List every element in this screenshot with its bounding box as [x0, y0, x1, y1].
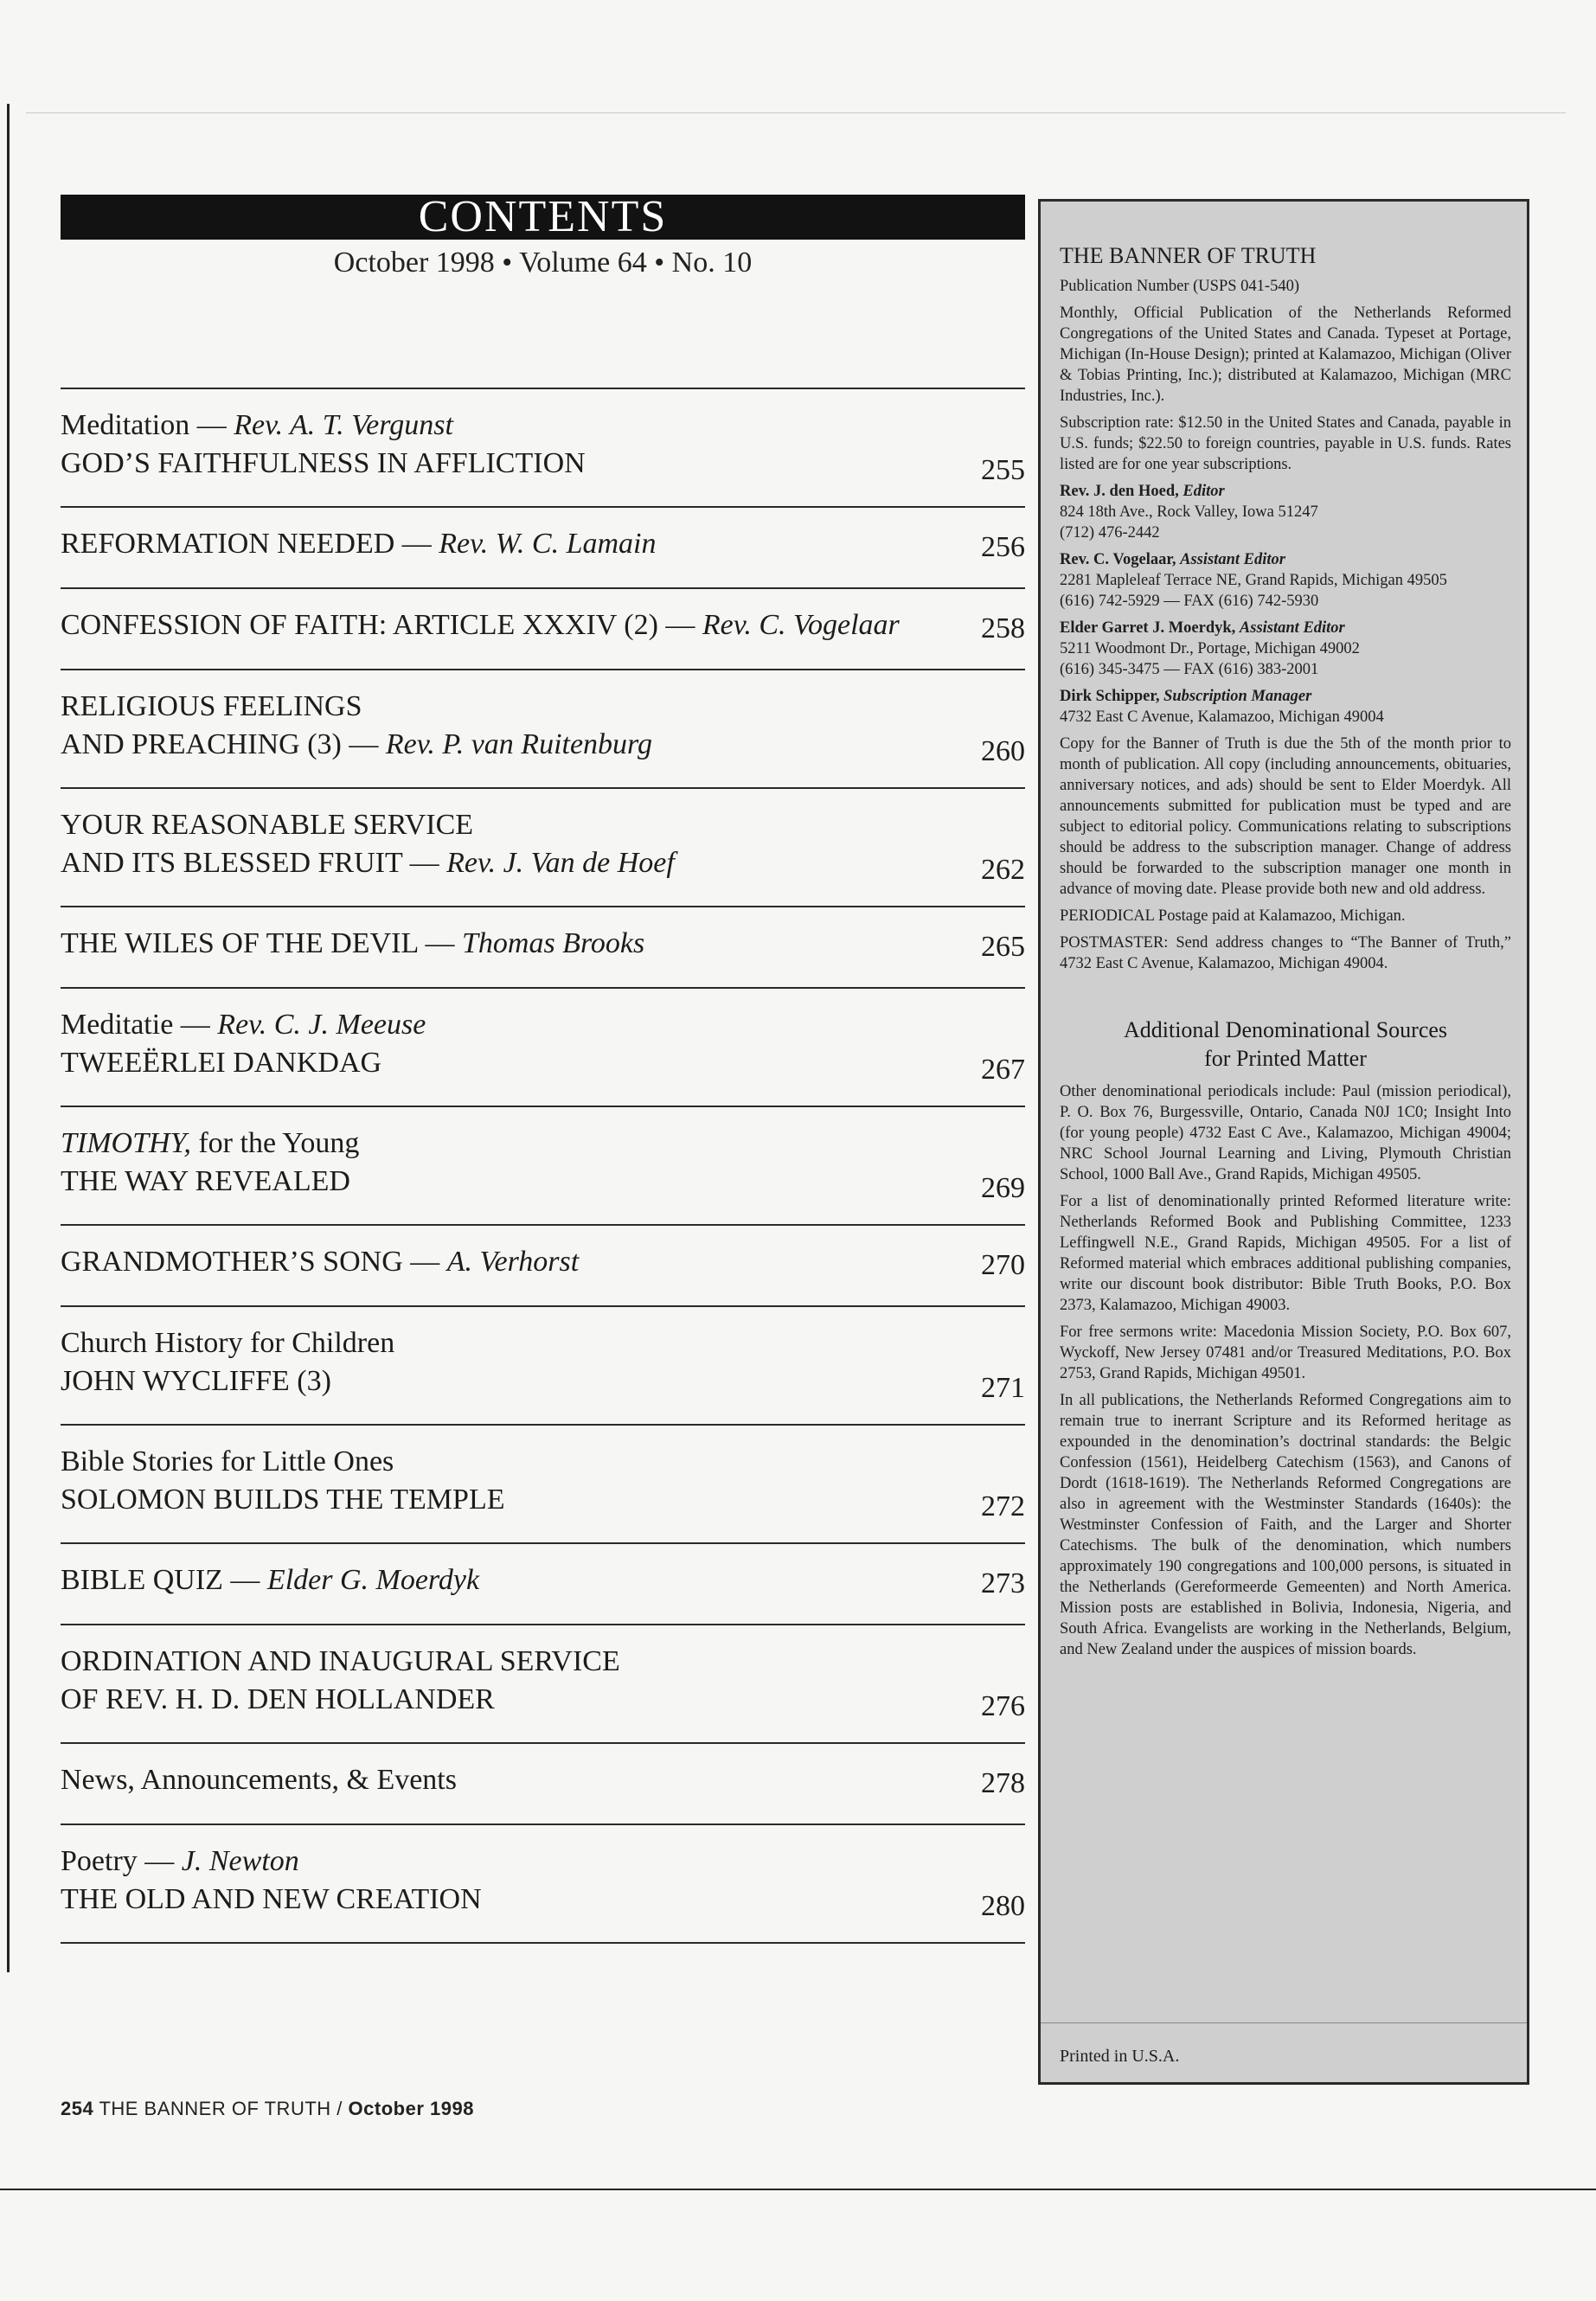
footer-publication: THE BANNER OF TRUTH	[99, 2098, 331, 2119]
sources-heading: Additional Denominational Sources for Printed Matter	[1123, 1017, 1448, 1071]
toc-text: THE WAY REVEALED	[61, 1165, 350, 1197]
toc-entry-line	[61, 688, 1025, 726]
toc-entry[interactable]	[61, 1107, 1025, 1224]
toc-italic-text: Rev. J. Van de Hoef	[446, 847, 675, 879]
toc-italic-text: Thomas Brooks	[461, 927, 645, 959]
toc-page-number: 267	[981, 1054, 1025, 1086]
staff-entry	[1060, 686, 1511, 727]
literature-notice: For a list of denominationally printed Reformed literature write: Netherlands Reformed Book and Publishing Committee, 1233 Leffingwell N.E., Grand Rapids, Michigan 49505. For a list of Reformed material which embraces additional publishing companies, write our discount book distributor: Bible Truth Books, P.O. Box 2373, Kalamazoo, Michigan 49003.	[1060, 1193, 1511, 1314]
toc-italic-text: Rev. W. C. Lamain	[439, 528, 657, 560]
toc-page-number: 280	[981, 1890, 1025, 1922]
toc-italic-text: Rev. A. T. Vergunst	[234, 409, 453, 441]
toc-entry[interactable]	[61, 1744, 1025, 1823]
toc-entry[interactable]	[61, 989, 1025, 1106]
page-footer	[61, 2098, 474, 2120]
toc-page-number: 260	[981, 735, 1025, 767]
toc-entry-title	[61, 1881, 1025, 1919]
toc-text: JOHN WYCLIFFE (3)	[61, 1365, 331, 1397]
staff-role: Assistant Editor	[1180, 551, 1285, 568]
toc-entry-title	[61, 1362, 1025, 1400]
toc-page-number: 255	[981, 454, 1025, 486]
toc-italic-text: Rev. C. Vogelaar	[702, 609, 900, 641]
staff-role: Assistant Editor	[1239, 619, 1345, 637]
toc-entry[interactable]	[61, 1226, 1025, 1305]
toc-text: Meditatie —	[61, 1009, 218, 1041]
toc-text: ORDINATION AND INAUGURAL SERVICE	[61, 1645, 620, 1677]
toc-entry-line	[61, 1761, 1025, 1799]
staff-address: 4732 East C Avenue, Kalamazoo, Michigan 49004	[1060, 708, 1384, 726]
staff-role: Subscription Manager	[1163, 688, 1312, 705]
toc-text: News, Announcements, & Events	[61, 1764, 457, 1796]
page-number: 254	[61, 2098, 94, 2119]
toc-entry-line	[61, 1843, 1025, 1881]
toc-text: Meditation —	[61, 409, 234, 441]
table-of-contents	[61, 388, 1025, 1944]
staff-entry	[1060, 549, 1511, 612]
toc-entry-line	[61, 1561, 1025, 1599]
toc-italic-text: J. Newton	[181, 1845, 299, 1877]
toc-page-number: 258	[981, 612, 1025, 644]
toc-entry[interactable]	[61, 1625, 1025, 1742]
toc-entry-title	[61, 1481, 1025, 1519]
toc-text: THE WILES OF THE DEVIL —	[61, 927, 462, 959]
toc-entry-line	[61, 925, 1025, 963]
toc-text: RELIGIOUS FEELINGS	[61, 690, 362, 722]
toc-text: REFORMATION NEEDED —	[61, 528, 439, 560]
toc-text: for the Young	[190, 1127, 360, 1159]
page-left-edge	[7, 104, 10, 1972]
toc-entry-title	[61, 726, 1025, 764]
toc-text: OF REV. H. D. DEN HOLLANDER	[61, 1683, 495, 1715]
toc-text: Church History for Children	[61, 1327, 395, 1359]
toc-entry-line	[61, 1243, 1025, 1281]
toc-entry[interactable]	[61, 1825, 1025, 1942]
toc-entry-line	[61, 1125, 1025, 1163]
page-bottom-border	[0, 2189, 1596, 2190]
toc-italic-text: A. Verhorst	[446, 1246, 580, 1278]
toc-text: Bible Stories for Little Ones	[61, 1445, 394, 1477]
heritage-statement: In all publications, the Netherlands Reformed Congregations aim to remain true to inerrant Scripture and its Reformed heritage as expounded in the denomination’s doctrinal standards: the Belgic Confession (1561), Heidelberg Catechism (1563), and Canons of Dordt (1618-1619). The Netherlands Reformed Congregations are also in agreement with the Westminster Standards (1640s): the Westminster Confession of Faith, and the Larger and Shorter Catechisms. The bulk of the denomination, which numbers approximately 190 congregations and 100,000 persons, is situated in the Netherlands (Gereformeerde Gemeenten) and North America. Mission posts are established in Bolivia, Indonesia, Nigeria, and South Africa. Evangelists are working in the Netherlands, Belgium, and New Zealand under the auspices of mission boards.	[1060, 1392, 1511, 1658]
printed-in: Printed in U.S.A.	[1060, 2047, 1180, 2066]
toc-entry[interactable]	[61, 1544, 1025, 1624]
contents-title: CONTENTS	[61, 195, 1025, 240]
footer-separator: /	[337, 2098, 343, 2119]
contents-column	[61, 192, 1025, 1922]
footer-date: October 1998	[348, 2098, 474, 2119]
toc-entry-line	[61, 806, 1025, 844]
masthead-panel	[1038, 199, 1529, 2085]
toc-text: YOUR REASONABLE SERVICE	[61, 809, 474, 841]
staff-address: 824 18th Ave., Rock Valley, Iowa 51247	[1060, 503, 1318, 521]
toc-entry[interactable]	[61, 508, 1025, 587]
staff-address: 2281 Mapleleaf Terrace NE, Grand Rapids, Michigan 49505	[1060, 572, 1447, 589]
periodical-notice: PERIODICAL Postage paid at Kalamazoo, Michigan.	[1060, 907, 1406, 925]
free-sermons-notice: For free sermons write: Macedonia Mission Society, P.O. Box 607, Wyckoff, New Jersey 07481 and/or Treasured Meditations, P.O. Box 2753, Grand Rapids, Michigan 49501.	[1060, 1324, 1511, 1382]
toc-entry[interactable]	[61, 389, 1025, 506]
toc-text: THE OLD AND NEW CREATION	[61, 1883, 482, 1915]
toc-entry-line	[61, 1006, 1025, 1044]
toc-divider	[61, 1942, 1025, 1944]
staff-entry	[1060, 618, 1511, 680]
toc-entry-title	[61, 844, 1025, 882]
toc-entry[interactable]	[61, 907, 1025, 987]
staff-name: Elder Garret J. Moerdyk,	[1060, 619, 1236, 637]
toc-page-number: 272	[981, 1490, 1025, 1522]
toc-entry[interactable]	[61, 670, 1025, 787]
toc-page-number: 256	[981, 531, 1025, 563]
other-periodicals: Other denominational periodicals include: Paul (mission periodical), P. O. Box 76, Burgessville, Ontario, Canada N0J 1C0; Insight Into (for young people) 4732 East C Ave., Kalamazoo, Michigan 49004; NRC School Journal Learning and Living, Plymouth Christian School, 1000 Ball Ave., Grand Rapids, Michigan 49505.	[1060, 1083, 1511, 1183]
printed-divider	[1041, 2022, 1527, 2023]
toc-entry-line	[61, 407, 1025, 445]
toc-text: GRANDMOTHER’S SONG —	[61, 1246, 447, 1278]
toc-text: CONFESSION OF FAITH: ARTICLE XXXIV (2) —	[61, 609, 702, 641]
toc-entry-line	[61, 1324, 1025, 1362]
toc-italic-text: TIMOTHY,	[61, 1127, 191, 1159]
toc-entry-line	[61, 525, 1025, 563]
staff-phone: (712) 476-2442	[1060, 524, 1160, 542]
toc-entry-title	[61, 1163, 1025, 1201]
toc-page-number: 270	[981, 1249, 1025, 1281]
toc-page-number: 269	[981, 1172, 1025, 1204]
toc-entry[interactable]	[61, 589, 1025, 669]
toc-italic-text: Rev. P. van Ruitenburg	[385, 728, 653, 760]
toc-entry-line	[61, 1443, 1025, 1481]
staff-phone: (616) 742-5929 — FAX (616) 742-5930	[1060, 593, 1319, 610]
toc-text: BIBLE QUIZ —	[61, 1564, 267, 1596]
issue-line: October 1998 • Volume 64 • No. 10	[333, 247, 753, 279]
toc-text: TWEEËRLEI DANKDAG	[61, 1047, 382, 1079]
toc-entry[interactable]	[61, 1307, 1025, 1424]
toc-text: GOD’S FAITHFULNESS IN AFFLICTION	[61, 447, 586, 479]
staff-entry	[1060, 481, 1511, 543]
toc-page-number: 271	[981, 1372, 1025, 1404]
toc-entry-title	[61, 1044, 1025, 1082]
staff-role: Editor	[1183, 483, 1225, 500]
toc-text: AND ITS BLESSED FRUIT —	[61, 847, 447, 879]
toc-page-number: 265	[981, 931, 1025, 963]
toc-text: AND PREACHING (3) —	[61, 728, 386, 760]
publication-description: Monthly, Official Publication of the Netherlands Reformed Congregations of the United States and Canada. Typeset at Portage, Michigan (In-House Design); printed at Kalamazoo, Michigan (Oliver & Tobias Printing, Inc.); distributed at Kalamazoo, Michigan (MRC Industries, Inc.).	[1060, 304, 1511, 405]
toc-page-number: 262	[981, 854, 1025, 886]
subscription-rate: Subscription rate: $12.50 in the United States and Canada, payable in U.S. funds; $22.50 to foreign countries, payable in U.S. funds. Rates listed are for one year subscriptions.	[1060, 414, 1511, 473]
toc-text: Poetry —	[61, 1845, 182, 1877]
copy-notice: Copy for the Banner of Truth is due the 5th of the month prior to month of publication. All copy (including announcements, obituaries, anniversary notices, and ads) should be sent to Elder Moerdyk. All announcements submitted for publication must be typed and are subject to editorial policy. Communications relating to subscriptions should be address to the subscription manager. Change of address should be forwarded to the subscription manager one month in advance of moving date. Please provide both new and old address.	[1060, 735, 1511, 898]
toc-page-number: 278	[981, 1767, 1025, 1799]
toc-entry[interactable]	[61, 1426, 1025, 1542]
publication-number: Publication Number (USPS 041-540)	[1060, 278, 1299, 295]
toc-entry[interactable]	[61, 789, 1025, 906]
masthead-title: THE BANNER OF TRUTH	[1060, 243, 1317, 268]
staff-name: Rev. C. Vogelaar,	[1060, 551, 1176, 568]
toc-text: SOLOMON BUILDS THE TEMPLE	[61, 1484, 505, 1516]
staff-phone: (616) 345-3475 — FAX (616) 383-2001	[1060, 661, 1319, 678]
toc-page-number: 273	[981, 1567, 1025, 1599]
toc-page-number: 276	[981, 1690, 1025, 1722]
toc-entry-title	[61, 1681, 1025, 1719]
toc-entry-title	[61, 445, 1025, 483]
staff-name: Dirk Schipper,	[1060, 688, 1160, 705]
toc-italic-text: Rev. C. J. Meeuse	[217, 1009, 426, 1041]
toc-entry-line	[61, 1643, 1025, 1681]
staff-name: Rev. J. den Hoed,	[1060, 483, 1179, 500]
page-top-border	[26, 112, 1566, 113]
postmaster-notice: POSTMASTER: Send address changes to “The Banner of Truth,” 4732 East C Avenue, Kalamazoo, Michigan 49004.	[1060, 934, 1511, 972]
staff-address: 5211 Woodmont Dr., Portage, Michigan 49002	[1060, 640, 1360, 657]
toc-italic-text: Elder G. Moerdyk	[266, 1564, 480, 1596]
staff-list	[1060, 481, 1511, 727]
toc-entry-line	[61, 606, 1025, 644]
